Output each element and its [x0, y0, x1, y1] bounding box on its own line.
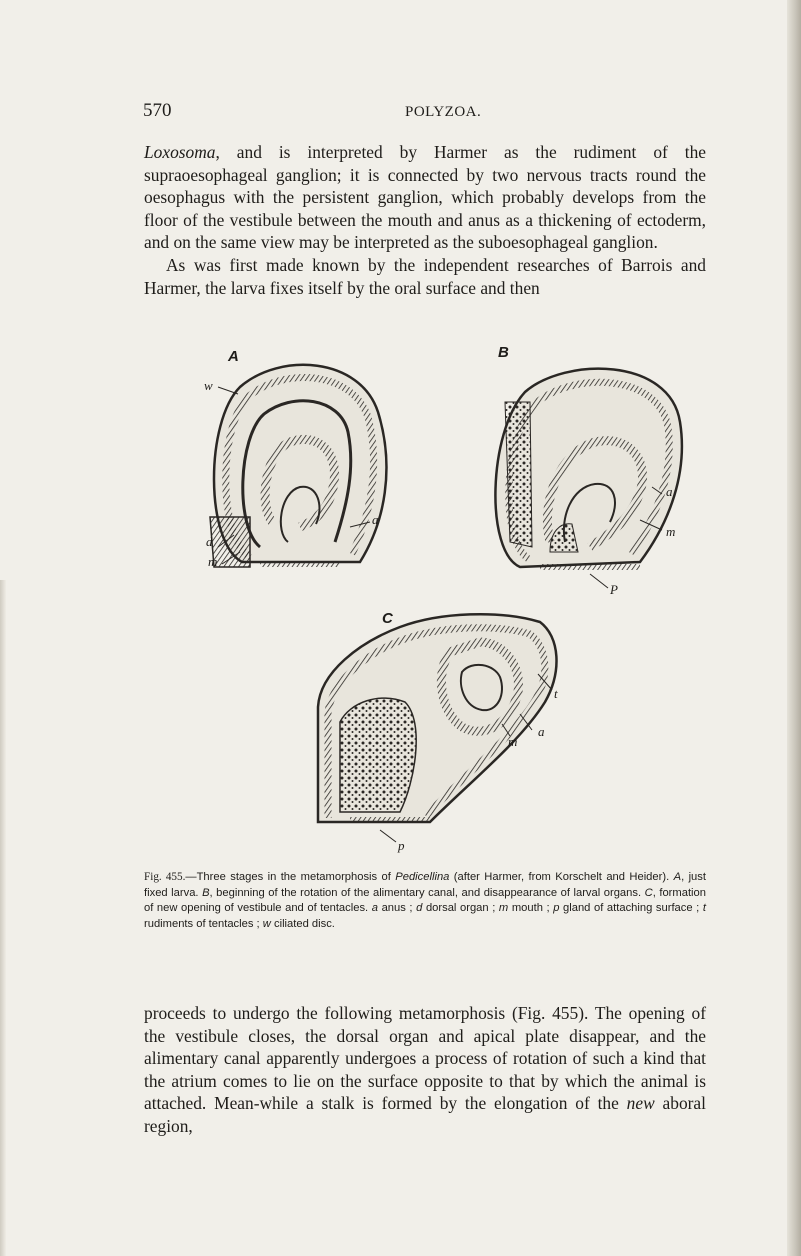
panel-c-label: C	[382, 610, 393, 627]
panel-b-label: B	[498, 344, 509, 361]
running-head	[143, 100, 703, 126]
figure-caption: Fig. 455.—Three stages in the metamorphosis of Pedicellina (after Harmer, from Korschelt and Heider). A, just fixed larva. B, beginning of the rotation of the alimentary canal, and disappearance of larval organs. C, formation of new opening of vestibule and of tentacles. a anus ; d dorsal organ ; m mouth ; p gland of attaching surface ; t rudiments of tentacles ; w ciliated disc.	[144, 871, 706, 930]
genus-name: Loxosoma	[144, 142, 216, 162]
label-a: a	[666, 484, 673, 499]
panel-c-drawing	[318, 614, 556, 842]
label-d: d	[206, 534, 213, 549]
label-p: P	[610, 582, 618, 597]
label-a: a	[372, 512, 379, 527]
panel-a-drawing	[210, 365, 386, 567]
paragraph: As was first made known by the independent researches of Barrois and Harmer, the larva fixes itself by the oral surface and then	[144, 254, 706, 298]
label-p: p	[398, 838, 405, 853]
page-gutter	[0, 580, 6, 1256]
label-m: m	[508, 734, 518, 749]
page-edge	[787, 0, 801, 1256]
label-w: w	[204, 378, 213, 393]
panel-a-label: A	[228, 348, 239, 365]
figure-455	[200, 342, 700, 862]
label-a: a	[538, 724, 545, 739]
body-text-bottom	[144, 1002, 706, 1138]
label-t: t	[554, 686, 558, 701]
body-text-top	[144, 141, 706, 299]
figure-illustration	[200, 342, 700, 862]
label-m: m	[666, 524, 676, 539]
panel-b-drawing	[495, 369, 681, 588]
page-number: 570	[143, 100, 172, 121]
label-m: m	[208, 554, 218, 569]
paragraph: Loxosoma, and is interpreted by Harmer as the rudiment of the supraoesophageal ganglion; it is connected by two nervous tracts round the oesophagus with the persistent ganglion, which probably develops from the floor of the vestibule between the mouth and anus as a thickening of ectoderm, and on the same view may be interpreted as the suboesophageal ganglion.	[144, 142, 706, 253]
paragraph: proceeds to undergo the following metamorphosis (Fig. 455). The opening of the vestibule closes, the dorsal organ and apical plate disappear, and the alimentary canal apparently undergoes a process of rotation of such a kind that the atrium comes to lie on the surface opposite to that by which the animal is attached. Mean-while a stalk is formed by the elongation of the new aboral region,	[144, 1003, 706, 1136]
running-title: POLYZOA.	[405, 104, 482, 120]
